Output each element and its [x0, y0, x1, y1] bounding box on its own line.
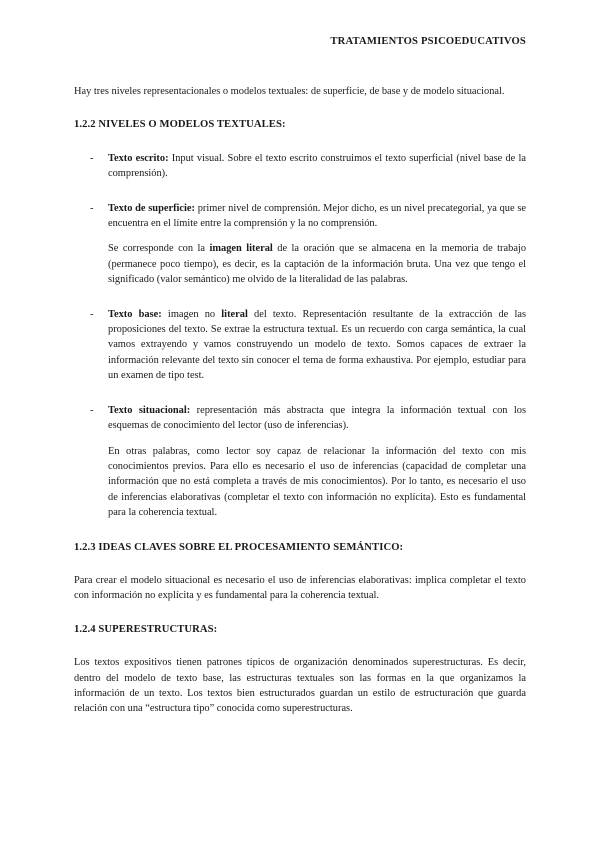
bullet-dash: -: [90, 202, 94, 214]
sub-text-emphasis: imagen literal: [209, 243, 273, 255]
section-heading-1-2-2: 1.2.2 NIVELES O MODELOS TEXTUALES:: [74, 119, 286, 131]
list-item-text: [108, 403, 526, 434]
bullet-dash: -: [90, 404, 94, 416]
list-item-texto-escrito: [74, 151, 526, 182]
list-item-texto-situacional: [74, 403, 526, 521]
sub-text-end: de la oración que se almacena en la memoria de trabajo (permanece poco tiempo), es decir, es la captación de la información bruta. Una vez que tengo el significado (valor semántico) me olvido de la literalidad de las palabras.: [108, 243, 527, 286]
term-label: Texto base:: [108, 308, 162, 320]
list-item-subparagraph: En otras palabras, como lector soy capaz de relacionar la información del texto con mis conocimientos previos. Para ello es necesario el uso de inferencias (capacidad de completar una información que no está completa a través de mis conocimientos). Por lo tanto, es necesario el uso de inferencias elaborativas (completar el texto con información no explícita). Esto es fundamental para la coherencia textual.: [108, 445, 526, 519]
section-heading-1-2-4: 1.2.4 SUPERESTRUCTURAS:: [74, 623, 218, 635]
term-label: Texto de superficie:: [108, 202, 195, 214]
section-heading-1-2-3: 1.2.3 IDEAS CLAVES SOBRE EL PROCESAMIENTO SEMÁNTICO:: [74, 541, 404, 553]
term-description: Input visual. Sobre el texto escrito construimos el texto superficial (nivel base de la comprensión).: [108, 152, 527, 180]
term-label: Texto escrito:: [108, 152, 169, 164]
list-item-texto-base: [74, 307, 526, 384]
term-description-end: del texto. Representación resultante de la extracción de las proposiciones del texto. Se extrae la estructura textual. Es un recuerdo con carga semántica, la cual vamos extrayendo y vamos construyendo un modelo de texto. Somos capaces de extraer la información relevante del texto sin conocer el tema de forma exhaustiva. Por ejemplo, estudiar para un examen de tipo test.: [108, 308, 526, 382]
bullet-dash: -: [90, 152, 94, 164]
list-item-text: [108, 151, 526, 182]
intro-paragraph: Hay tres niveles representacionales o modelos textuales: de superficie, de base y de modelo situacional.: [74, 86, 505, 97]
list-item-subparagraph: [108, 241, 526, 287]
term-label: Texto situacional:: [108, 404, 191, 416]
sub-text-start: Se corresponde con la: [108, 243, 210, 255]
textual-models-list: [74, 151, 526, 521]
list-item-text: [108, 201, 526, 232]
term-description-start: imagen no: [161, 308, 222, 320]
list-item-text: [108, 307, 526, 384]
term-description-emphasis: literal: [221, 308, 248, 320]
bullet-dash: -: [90, 308, 94, 320]
section-1-2-4-paragraph: Los textos expositivos tienen patrones típicos de organización denominados superestructuras. Es decir, dentro del modelo de texto base, las estructuras textuales son las formas en la que organizamos la información de un texto. Los textos bien estructurados guardan un estilo de estructuración que guarda relación con una “estructura tipo” conocida como superestructuras.: [74, 657, 526, 715]
term-description: representación más abstracta que integra la información textual con los esquemas de conocimiento del lector (uso de inferencias).: [108, 404, 526, 432]
section-1-2-3-paragraph: Para crear el modelo situacional es necesario el uso de inferencias elaborativas: implica completar el texto con información no explícita y es fundamental para la coherencia textual.: [74, 574, 526, 602]
term-description: primer nivel de comprensión. Mejor dicho, es un nivel precategorial, ya que se encuentra en el límite entre la comprensión y la no comprensión.: [108, 202, 526, 230]
page-content: [74, 84, 526, 735]
running-header: TRATAMIENTOS PSICOEDUCATIVOS: [330, 36, 526, 47]
list-item-texto-superficie: [74, 201, 526, 288]
